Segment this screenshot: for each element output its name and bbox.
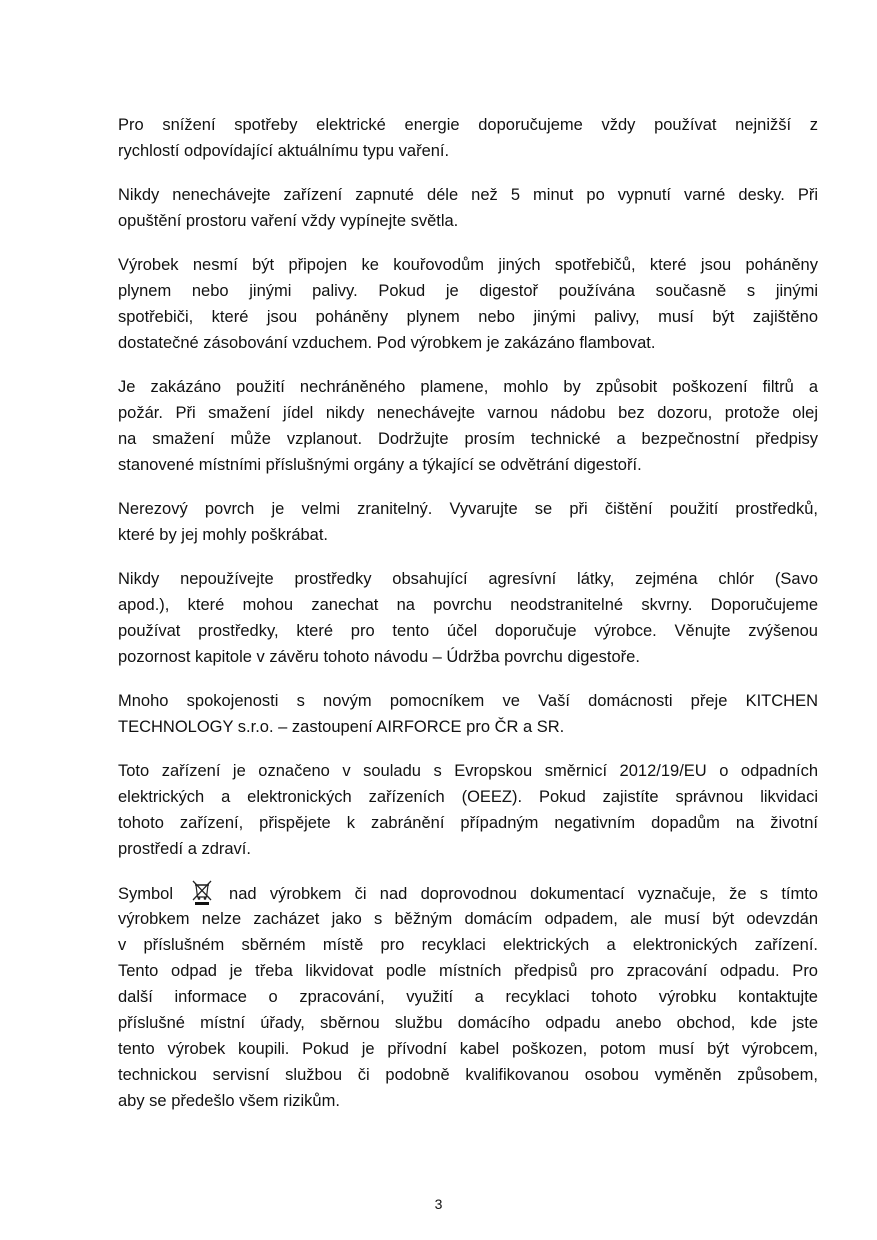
text-line: stanovené místními příslušnými orgány a týkající se odvětrání digestoří. [118,456,642,474]
text-line: Nikdy nepoužívejte prostředky obsahující agresívní látky, zejména chlór (Savo [118,570,818,588]
text-line: používat prostředky, které pro tento účel doporučuje výrobce. Věnujte zvýšenou [118,622,818,640]
paragraph [118,688,818,740]
text-line: Výrobek nesmí být připojen ke kouřovodům jiných spotřebičů, které jsou poháněny [118,256,818,274]
paragraph [118,374,818,478]
text-line: aby se předešlo všem rizikům. [118,1092,340,1110]
text-line: Je zakázáno použití nechráněného plamene, mohlo by způsobit poškození filtrů a [118,378,818,396]
text-line: pozornost kapitole v závěru tohoto návodu – Údržba povrchu digestoře. [118,648,640,666]
text-line: plynem nebo jinými palivy. Pokud je digestoř používána současně s jinými [118,282,818,300]
crossed-out-wheelie-bin-icon [191,880,213,906]
text-line: elektrických a elektronických zařízeních (OEEZ). Pokud zajistíte správnou likvidaci [118,788,818,806]
text-line: Nerezový povrch je velmi zranitelný. Vyvarujte se při čištění použití prostředků, [118,500,818,518]
text-line: Pro snížení spotřeby elektrické energie doporučujeme vždy používat nejnižší z [118,116,818,134]
document-body [118,112,818,1132]
text-line: rychlostí odpovídající aktuálnímu typu vaření. [118,142,450,160]
text-line: Tento odpad je třeba likvidovat podle místních předpisů pro zpracování odpadu. Pro [118,962,818,980]
weee-paragraph [118,880,818,1114]
paragraph [118,758,818,862]
text-line: Nikdy nenechávejte zařízení zapnuté déle než 5 minut po vypnutí varné desky. Při [118,186,818,204]
text-line: Toto zařízení je označeno v souladu s Evropskou směrnicí 2012/19/EU o odpadních [118,762,818,780]
text-line: které by jej mohly poškrábat. [118,526,329,544]
text-fragment: nad výrobkem či nad doprovodnou dokumentací vyznačuje, že s tímto [229,885,818,903]
text-line: TECHNOLOGY s.r.o. – zastoupení AIRFORCE pro ČR a SR. [118,718,565,736]
text-line: dostatečné zásobování vzduchem. Pod výrobkem je zakázáno flambovat. [118,334,656,352]
paragraph [118,182,818,234]
text-line: požár. Při smažení jídel nikdy nenechávejte varnou nádobu bez dozoru, protože olej [118,404,818,422]
text-line [118,880,818,906]
paragraph [118,112,818,164]
text-line: technickou servisní službou či podobně kvalifikovanou osobou vyměněn způsobem, [118,1066,818,1084]
text-line: spotřebiči, které jsou poháněny plynem nebo jinými palivy, musí být zajištěno [118,308,818,326]
text-line: tento výrobek koupili. Pokud je přívodní kabel poškozen, potom musí být výrobcem, [118,1040,818,1058]
text-line: apod.), které mohou zanechat na povrchu neodstranitelné skvrny. Doporučujeme [118,596,818,614]
text-line: v příslušném sběrném místě pro recyklaci elektrických a elektronických zařízení. [118,936,818,954]
text-line: na smažení může vzplanout. Dodržujte prosím technické a bezpečnostní předpisy [118,430,818,448]
text-line: další informace o zpracování, využití a recyklaci tohoto výrobku kontaktujte [118,988,818,1006]
page-number: 3 [434,1196,443,1212]
text-line: opuštění prostoru vaření vždy vypínejte světla. [118,212,459,230]
text-line: výrobkem nelze zacházet jako s běžným domácím odpadem, ale musí být odevzdán [118,910,818,928]
text-fragment: Symbol [118,885,174,903]
text-line: příslušné místní úřady, sběrnou službu domácího odpadu anebo obchod, kde jste [118,1014,818,1032]
text-line: prostředí a zdraví. [118,840,251,858]
paragraph [118,496,818,548]
paragraph [118,252,818,356]
paragraph [118,566,818,670]
text-line: tohoto zařízení, přispějete k zabránění případným negativním dopadům na životní [118,814,818,832]
text-line: Mnoho spokojenosti s novým pomocníkem ve Vaší domácnosti přeje KITCHEN [118,692,818,710]
